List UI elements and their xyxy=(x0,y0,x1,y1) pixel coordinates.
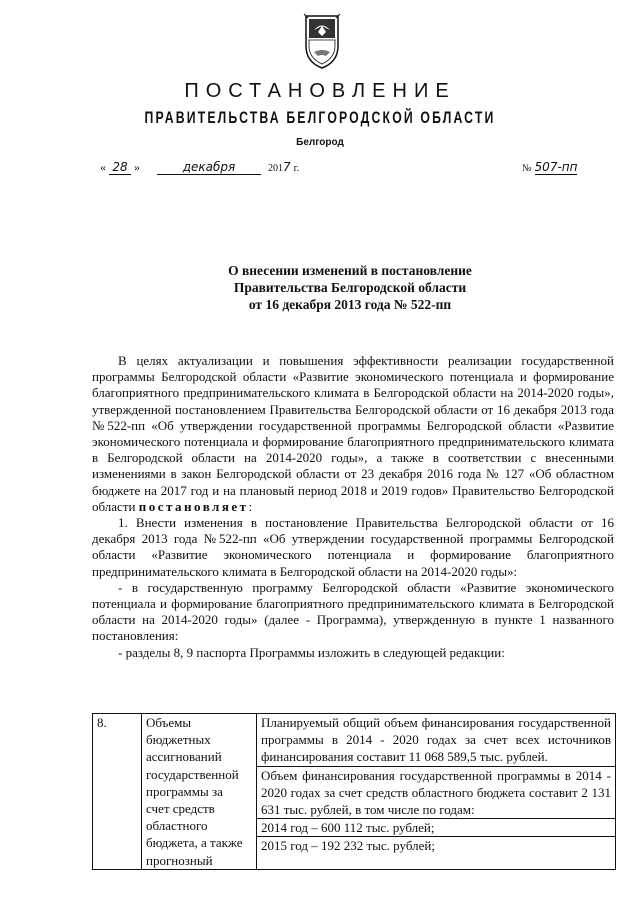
name-line: областного xyxy=(146,818,208,834)
name-line: бюджетных xyxy=(146,732,211,748)
government-name: ПРАВИТЕЛЬСТВА БЕЛГОРОДСКОЙ ОБЛАСТИ xyxy=(144,108,496,127)
title-line-2: Правительства Белгородской области xyxy=(233,280,467,295)
table-row xyxy=(93,714,616,870)
document-number xyxy=(522,160,577,175)
number-value: 507-пп xyxy=(534,160,578,174)
preamble-text: В целях актуализации и повышения эффективности реализации государственной программы Белгородской области «Развитие экономического потенциала и формирование благоприятного предпринимательского климата в Белгородской области на 2014-2020 годы», утвержденной постановлением Правительства Белгородской области от 16 декабря 2013 года №522-пп «Об утверждении государственной программы Белгородской области «Развитие экономического потенциала и формирование благоприятного предпринимательского климата в Белгородской области на 2014-2020 годы», а также в соответствии с внесенными изменениями в закон Белгородской области от 23 декабря 2016 года № 127 «Об областном бюджете на 2017 год и на плановый период 2018 и 2019 годов» Правительство Белгородской области xyxy=(92,353,614,514)
row-text-cell xyxy=(257,714,616,870)
date-year-suffix: 7 xyxy=(283,160,291,174)
name-line: программы за xyxy=(146,783,223,799)
name-line: бюджета, а также xyxy=(146,835,243,851)
financing-table xyxy=(92,713,616,870)
year-line: 2015 год – 192 232 тыс. рублей; xyxy=(257,836,615,854)
date-month: декабря xyxy=(157,160,261,175)
document-body xyxy=(92,353,614,661)
resolves-colon: : xyxy=(248,498,253,514)
document-title xyxy=(100,262,600,313)
coat-of-arms-icon xyxy=(300,12,344,70)
date-close-quote: » xyxy=(134,160,140,174)
title-line-1: О внесении изменений в постановление xyxy=(228,263,472,278)
name-line: счет средств xyxy=(146,801,215,817)
paragraph-item-1: 1. Внести изменения в постановление Правительства Белгородской области от 16 декабря 2013 года №522-пп «Об утверждении государственной программы Белгородской области «Развитие экономического потенциала и формирование благоприятного предпринимательского климата в Белгородской области на 2014-2020 годы»: xyxy=(92,515,614,579)
row-name-cell xyxy=(142,714,257,870)
paragraph-program: - в государственную программу Белгородской области «Развитие экономического потенциала и формирование благоприятного предпринимательского климата в Белгородской области на 2014-2020 годы» (далее - Программа), утвержденную в пункте 1 названного постановления: xyxy=(92,579,614,644)
financing-total: Планируемый общий объем финансирования государственной программы в 2014 - 2020 годах за счет всех источников финансирования составит 11 068 589,5 тыс. рублей. xyxy=(261,715,611,765)
row-number: 8. xyxy=(93,714,142,870)
paragraph-sections: - разделы 8, 9 паспорта Программы изложить в следующей редакции: xyxy=(118,644,505,660)
date-year-prefix: 201 xyxy=(268,163,283,174)
date-day: 28 xyxy=(109,160,131,175)
year-line: 2014 год – 600 112 тыс. рублей; xyxy=(257,818,615,836)
date-year-label: г. xyxy=(293,163,300,174)
name-line: ассигнований xyxy=(146,749,222,765)
name-line: Объемы xyxy=(146,715,192,730)
document-type-title: ПОСТАНОВЛЕНИЕ xyxy=(184,80,456,102)
date-open-quote: « xyxy=(100,160,106,174)
title-line-3: от 16 декабря 2013 года № 522-пп xyxy=(248,297,452,312)
name-line: прогнозный xyxy=(146,852,213,868)
paragraph-preamble xyxy=(92,353,614,515)
name-line: государственной xyxy=(146,766,239,782)
date-line xyxy=(100,160,299,175)
financing-regional: Объем финансирования государственной программы в 2014 - 2020 годах за счет средств областного бюджета составит 2 131 631 тыс. рублей, в том числе по годам: xyxy=(257,766,615,819)
number-label: № xyxy=(522,163,532,174)
resolves-word: постановляет xyxy=(138,498,249,514)
city-name: Белгород xyxy=(296,137,344,148)
